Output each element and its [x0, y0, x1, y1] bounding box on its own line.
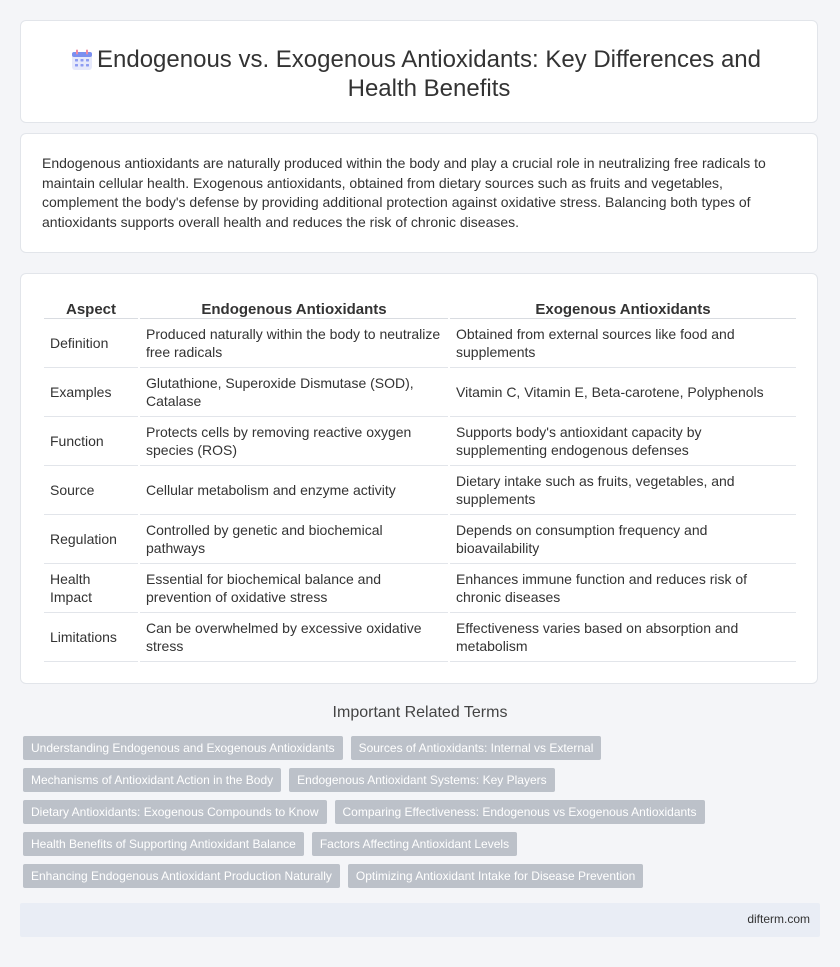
header-aspect: Aspect: [44, 296, 138, 319]
endogenous-cell: Cellular metabolism and enzyme activity: [140, 466, 448, 515]
related-term-tag[interactable]: Optimizing Antioxidant Intake for Disease Prevention: [348, 864, 643, 888]
header-endogenous: Endogenous Antioxidants: [140, 296, 448, 319]
comparison-table-card: [20, 273, 818, 684]
endogenous-cell: Glutathione, Superoxide Dismutase (SOD), Catalase: [140, 368, 448, 417]
endogenous-cell: Produced naturally within the body to neutralize free radicals: [140, 319, 448, 368]
related-term-tag[interactable]: Endogenous Antioxidant Systems: Key Players: [289, 768, 554, 792]
related-term-tag[interactable]: Health Benefits of Supporting Antioxidant Balance: [23, 832, 304, 856]
table-header-row: [44, 296, 796, 319]
tag-row: [23, 768, 813, 792]
page-title: Endogenous vs. Exogenous Antioxidants: Key Differences and Health Benefits: [97, 46, 761, 102]
table-row: [44, 466, 796, 515]
intro-card: [20, 133, 818, 253]
footer: [20, 903, 820, 937]
footer-site-link[interactable]: difterm.com: [747, 912, 810, 926]
related-term-tag[interactable]: Dietary Antioxidants: Exogenous Compounds to Know: [23, 800, 327, 824]
related-term-tag[interactable]: Factors Affecting Antioxidant Levels: [312, 832, 517, 856]
related-term-tag[interactable]: Mechanisms of Antioxidant Action in the Body: [23, 768, 281, 792]
table-row: [44, 613, 796, 662]
endogenous-cell: Controlled by genetic and biochemical pathways: [140, 515, 448, 564]
exogenous-cell: Dietary intake such as fruits, vegetables, and supplements: [450, 466, 796, 515]
table-row: [44, 417, 796, 466]
related-terms-title: Important Related Terms: [332, 704, 508, 721]
exogenous-cell: Supports body's antioxidant capacity by supplementing endogenous defenses: [450, 417, 796, 466]
endogenous-cell: Essential for biochemical balance and prevention of oxidative stress: [140, 564, 448, 613]
header-exogenous: Exogenous Antioxidants: [450, 296, 796, 319]
aspect-cell: Examples: [44, 368, 138, 417]
related-term-tag[interactable]: Sources of Antioxidants: Internal vs External: [351, 736, 602, 760]
aspect-cell: Regulation: [44, 515, 138, 564]
related-term-tag[interactable]: Understanding Endogenous and Exogenous Antioxidants: [23, 736, 343, 760]
exogenous-cell: Depends on consumption frequency and bioavailability: [450, 515, 796, 564]
exogenous-cell: Obtained from external sources like food and supplements: [450, 319, 796, 368]
aspect-cell: Source: [44, 466, 138, 515]
related-terms-list: [23, 736, 813, 896]
table-row: [44, 368, 796, 417]
aspect-cell: Health Impact: [44, 564, 138, 613]
exogenous-cell: Effectiveness varies based on absorption and metabolism: [450, 613, 796, 662]
aspect-cell: Function: [44, 417, 138, 466]
exogenous-cell: Vitamin C, Vitamin E, Beta-carotene, Polyphenols: [450, 368, 796, 417]
header-card: [20, 20, 818, 123]
intro-paragraph: Endogenous antioxidants are naturally produced within the body and play a crucial role in neutralizing free radicals to maintain cellular health. Exogenous antioxidants, obtained from dietary sources such as fruits and vegetables, complement the body's defense by providing additional protection against oxidative stress. Balancing both types of antioxidants supports overall health and reduces the risk of chronic diseases.: [42, 155, 766, 230]
table-row: [44, 564, 796, 613]
tag-row: [23, 800, 813, 824]
exogenous-cell: Enhances immune function and reduces risk of chronic diseases: [450, 564, 796, 613]
related-term-tag[interactable]: Enhancing Endogenous Antioxidant Production Naturally: [23, 864, 340, 888]
table-row: [44, 319, 796, 368]
endogenous-cell: Can be overwhelmed by excessive oxidative stress: [140, 613, 448, 662]
aspect-cell: Limitations: [44, 613, 138, 662]
tag-row: [23, 736, 813, 760]
tag-row: [23, 864, 813, 888]
tag-row: [23, 832, 813, 856]
aspect-cell: Definition: [44, 319, 138, 368]
related-term-tag[interactable]: Comparing Effectiveness: Endogenous vs Exogenous Antioxidants: [335, 800, 705, 824]
comparison-table: [42, 296, 798, 662]
endogenous-cell: Protects cells by removing reactive oxygen species (ROS): [140, 417, 448, 466]
table-row: [44, 515, 796, 564]
